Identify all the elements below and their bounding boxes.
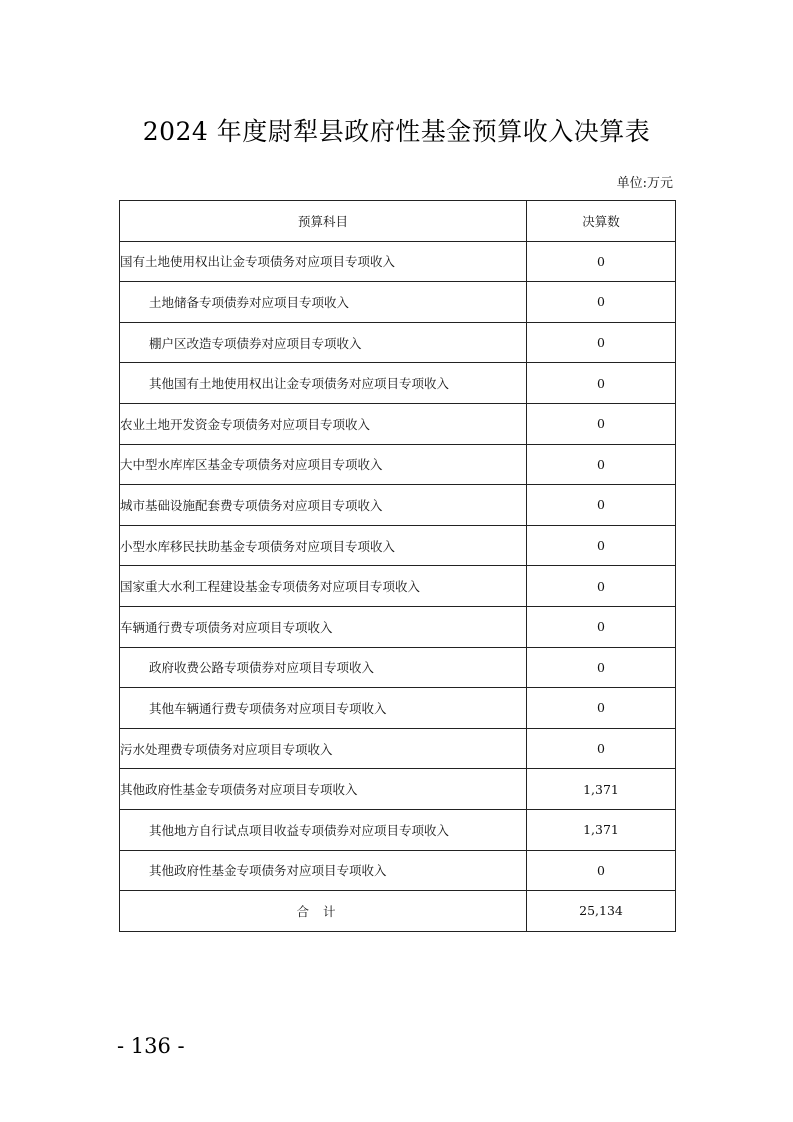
row-subject: 污水处理费专项债务对应项目专项收入 xyxy=(120,728,527,769)
table-row xyxy=(120,363,676,404)
row-subject: 城市基础设施配套费专项债务对应项目专项收入 xyxy=(120,485,527,526)
table-row xyxy=(120,728,676,769)
unit-label: 单位:万元 xyxy=(616,176,673,191)
row-amount: 0 xyxy=(527,485,676,526)
column-header-subject: 预算科目 xyxy=(120,201,527,242)
table-body xyxy=(120,241,676,931)
table-header-row xyxy=(120,201,676,242)
row-subject: 国有土地使用权出让金专项债务对应项目专项收入 xyxy=(120,241,527,282)
table-row xyxy=(120,485,676,526)
row-amount: 0 xyxy=(527,647,676,688)
table-row xyxy=(120,282,676,323)
row-subject: 其他地方自行试点项目收益专项债券对应项目专项收入 xyxy=(120,809,527,850)
total-amount: 25,134 xyxy=(527,891,676,932)
row-amount: 0 xyxy=(527,241,676,282)
table-row xyxy=(120,322,676,363)
row-amount: 0 xyxy=(527,688,676,729)
page-title: 2024 年度尉犁县政府性基金预算收入决算表 xyxy=(142,117,651,146)
row-amount: 0 xyxy=(527,728,676,769)
row-amount: 0 xyxy=(527,444,676,485)
row-subject: 大中型水库库区基金专项债务对应项目专项收入 xyxy=(120,444,527,485)
row-subject: 棚户区改造专项债券对应项目专项收入 xyxy=(120,322,527,363)
row-subject: 土地储备专项债券对应项目专项收入 xyxy=(120,282,527,323)
table-row xyxy=(120,566,676,607)
table-row xyxy=(120,606,676,647)
row-subject: 其他政府性基金专项债务对应项目专项收入 xyxy=(120,850,527,891)
row-subject: 国家重大水利工程建设基金专项债务对应项目专项收入 xyxy=(120,566,527,607)
row-subject: 小型水库移民扶助基金专项债务对应项目专项收入 xyxy=(120,525,527,566)
column-header-amount: 决算数 xyxy=(527,201,676,242)
row-subject: 其他政府性基金专项债务对应项目专项收入 xyxy=(120,769,527,810)
row-amount: 0 xyxy=(527,363,676,404)
total-row xyxy=(120,891,676,932)
table-row xyxy=(120,444,676,485)
row-amount: 0 xyxy=(527,282,676,323)
budget-table xyxy=(119,200,676,932)
table-row xyxy=(120,525,676,566)
table-row xyxy=(120,809,676,850)
table-row xyxy=(120,241,676,282)
row-amount: 1,371 xyxy=(527,769,676,810)
table-row xyxy=(120,850,676,891)
row-amount: 0 xyxy=(527,850,676,891)
row-amount: 0 xyxy=(527,322,676,363)
table-row xyxy=(120,647,676,688)
row-amount: 0 xyxy=(527,566,676,607)
table-row xyxy=(120,688,676,729)
row-subject: 车辆通行费专项债务对应项目专项收入 xyxy=(120,606,527,647)
row-subject: 政府收费公路专项债券对应项目专项收入 xyxy=(120,647,527,688)
row-amount: 0 xyxy=(527,606,676,647)
total-label: 合计 xyxy=(120,891,527,932)
row-subject: 其他国有土地使用权出让金专项债务对应项目专项收入 xyxy=(120,363,527,404)
row-amount: 0 xyxy=(527,525,676,566)
page-number: - 136 - xyxy=(117,1034,185,1058)
row-subject: 农业土地开发资金专项债务对应项目专项收入 xyxy=(120,403,527,444)
row-amount: 0 xyxy=(527,403,676,444)
table-row xyxy=(120,403,676,444)
row-amount: 1,371 xyxy=(527,809,676,850)
row-subject: 其他车辆通行费专项债务对应项目专项收入 xyxy=(120,688,527,729)
table-row xyxy=(120,769,676,810)
